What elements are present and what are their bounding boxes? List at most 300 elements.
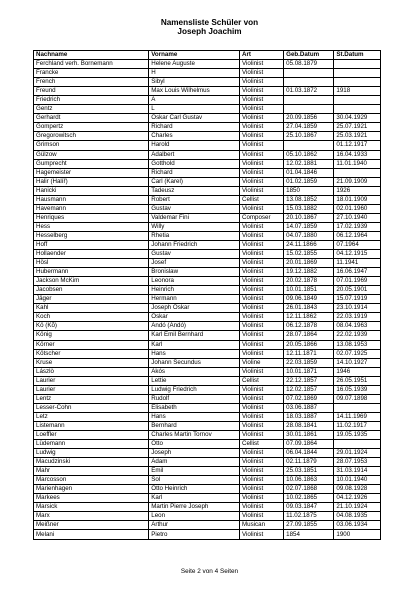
cell-vorname: Hans bbox=[149, 412, 240, 421]
cell-art: Violinist bbox=[239, 313, 283, 322]
cell-art: Violinist bbox=[239, 204, 283, 213]
cell-nachname: Gompertz bbox=[34, 123, 149, 132]
cell-st-datum: 28.07.1953 bbox=[334, 458, 381, 467]
cell-st-datum: 1900 bbox=[334, 530, 381, 539]
cell-geb-datum: 12.11.1871 bbox=[284, 349, 334, 358]
cell-art: Violinist bbox=[239, 467, 283, 476]
cell-vorname: Oskar bbox=[149, 313, 240, 322]
table-row bbox=[34, 60, 381, 69]
cell-vorname: Rudolf bbox=[149, 394, 240, 403]
cell-vorname: Carl (Karel) bbox=[149, 177, 240, 186]
cell-art: Violinist bbox=[239, 132, 283, 141]
cell-art: Cellist bbox=[239, 195, 283, 204]
table-row bbox=[34, 168, 381, 177]
table-row bbox=[34, 87, 381, 96]
cell-geb-datum: 10.06.1863 bbox=[284, 476, 334, 485]
cell-nachname: Meißner bbox=[34, 521, 149, 530]
cell-art: Violinist bbox=[239, 449, 283, 458]
cell-geb-datum: 19.12.1882 bbox=[284, 268, 334, 277]
cell-geb-datum: 24.11.1866 bbox=[284, 240, 334, 249]
cell-vorname: Richard bbox=[149, 123, 240, 132]
table-row bbox=[34, 376, 381, 385]
cell-geb-datum: 28.08.1841 bbox=[284, 421, 334, 430]
table-row bbox=[34, 240, 381, 249]
cell-nachname: Marsick bbox=[34, 503, 149, 512]
cell-nachname: Hesselberg bbox=[34, 231, 149, 240]
cell-st-datum bbox=[334, 440, 381, 449]
cell-vorname: Adam bbox=[149, 458, 240, 467]
cell-nachname: Freund bbox=[34, 87, 149, 96]
cell-st-datum: 14.11.1969 bbox=[334, 412, 381, 421]
table-row bbox=[34, 69, 381, 78]
cell-art: Musican bbox=[239, 521, 283, 530]
cell-art: Violinist bbox=[239, 168, 283, 177]
cell-st-datum: 19.05.1935 bbox=[334, 430, 381, 439]
cell-nachname: Melani bbox=[34, 530, 149, 539]
cell-st-datum: 14.10.1927 bbox=[334, 358, 381, 367]
cell-st-datum bbox=[334, 403, 381, 412]
cell-nachname: Listemann bbox=[34, 421, 149, 430]
cell-geb-datum: 30.01.1861 bbox=[284, 430, 334, 439]
cell-st-datum: 04.12.1915 bbox=[334, 250, 381, 259]
cell-geb-datum: 25.03.1851 bbox=[284, 467, 334, 476]
cell-st-datum: 18.01.1909 bbox=[334, 195, 381, 204]
cell-nachname: Koch bbox=[34, 313, 149, 322]
page-number-footer: Seite 2 von 4 Seiten bbox=[180, 568, 239, 575]
cell-nachname: Ludwig bbox=[34, 449, 149, 458]
cell-geb-datum: 09.03.1847 bbox=[284, 503, 334, 512]
cell-geb-datum: 02.11.1879 bbox=[284, 458, 334, 467]
cell-st-datum: 11.02.1917 bbox=[334, 421, 381, 430]
cell-art: Violinist bbox=[239, 123, 283, 132]
cell-geb-datum: 12.11.1862 bbox=[284, 313, 334, 322]
cell-geb-datum: 12.02.1881 bbox=[284, 159, 334, 168]
cell-art: Violinist bbox=[239, 512, 283, 521]
cell-geb-datum: 10.01.1851 bbox=[284, 286, 334, 295]
cell-st-datum: 07.1964 bbox=[334, 240, 381, 249]
cell-nachname: Jacobsen bbox=[34, 286, 149, 295]
cell-st-datum: 16.04.1933 bbox=[334, 150, 381, 159]
cell-st-datum: 1926 bbox=[334, 186, 381, 195]
cell-nachname: Lüdemann bbox=[34, 440, 149, 449]
cell-st-datum bbox=[334, 96, 381, 105]
cell-nachname: Hubermann bbox=[34, 268, 149, 277]
cell-nachname: Gülzow bbox=[34, 150, 149, 159]
cell-geb-datum: 09.06.1849 bbox=[284, 295, 334, 304]
cell-nachname: Friedrich bbox=[34, 96, 149, 105]
table-row bbox=[34, 304, 381, 313]
cell-vorname: L bbox=[149, 105, 240, 114]
cell-geb-datum: 02.07.1868 bbox=[284, 485, 334, 494]
cell-st-datum: 11.1941 bbox=[334, 259, 381, 268]
cell-art: Cellist bbox=[239, 440, 283, 449]
cell-vorname: Pietro bbox=[149, 530, 240, 539]
cell-vorname: Adalbert bbox=[149, 150, 240, 159]
cell-nachname: Marienhagen bbox=[34, 485, 149, 494]
cell-st-datum bbox=[334, 105, 381, 114]
cell-vorname: Sibyl bbox=[149, 78, 240, 87]
cell-st-datum: 01.12.1917 bbox=[334, 141, 381, 150]
cell-art: Violinist bbox=[239, 304, 283, 313]
cell-st-datum: 25.03.1921 bbox=[334, 132, 381, 141]
cell-art: Violinist bbox=[239, 240, 283, 249]
document-subtitle: Joseph Joachim bbox=[177, 27, 242, 36]
cell-vorname: Joseph Oskar bbox=[149, 304, 240, 313]
cell-vorname: Gustav bbox=[149, 204, 240, 213]
cell-vorname: Otto bbox=[149, 440, 240, 449]
cell-geb-datum: 1854 bbox=[284, 530, 334, 539]
cell-art: Violinist bbox=[239, 186, 283, 195]
cell-st-datum: 21.10.1924 bbox=[334, 503, 381, 512]
cell-st-datum bbox=[334, 69, 381, 78]
table-row bbox=[34, 250, 381, 259]
table-row bbox=[34, 132, 381, 141]
table-row bbox=[34, 177, 381, 186]
cell-st-datum: 27.10.1940 bbox=[334, 213, 381, 222]
cell-art: Violinist bbox=[239, 222, 283, 231]
cell-vorname: Oskar Carl Gustav bbox=[149, 114, 240, 123]
cell-nachname: Gentz bbox=[34, 105, 149, 114]
table-row bbox=[34, 331, 381, 340]
cell-nachname: Havemann bbox=[34, 204, 149, 213]
cell-vorname: Robert bbox=[149, 195, 240, 204]
cell-art: Violinist bbox=[239, 349, 283, 358]
cell-nachname: Loeffler bbox=[34, 430, 149, 439]
table-row bbox=[34, 503, 381, 512]
cell-st-datum: 16.05.1939 bbox=[334, 385, 381, 394]
cell-st-datum: 26.05.1951 bbox=[334, 376, 381, 385]
cell-st-datum bbox=[334, 60, 381, 69]
column-header-st-datum: St.Datum bbox=[334, 51, 381, 60]
cell-nachname: Macudzinski bbox=[34, 458, 149, 467]
cell-vorname: Willy bbox=[149, 222, 240, 231]
document-title: Namensliste Schüler von bbox=[160, 18, 259, 27]
cell-nachname: Gerhardt bbox=[34, 114, 149, 123]
cell-nachname: Lesser-Cohn bbox=[34, 403, 149, 412]
cell-vorname: Heinrich bbox=[149, 286, 240, 295]
cell-geb-datum: 22.12.1857 bbox=[284, 376, 334, 385]
table-row bbox=[34, 150, 381, 159]
cell-art: Violinist bbox=[239, 60, 283, 69]
cell-art: Cellist bbox=[239, 376, 283, 385]
cell-geb-datum: 26.01.1843 bbox=[284, 304, 334, 313]
cell-nachname: Letz bbox=[34, 412, 149, 421]
cell-vorname: Karl bbox=[149, 340, 240, 349]
column-header-art: Art bbox=[239, 51, 283, 60]
cell-art: Violinist bbox=[239, 277, 283, 286]
cell-st-datum bbox=[334, 78, 381, 87]
cell-vorname: Otto Heinrich bbox=[149, 485, 240, 494]
cell-vorname: Martin Pierre Joseph bbox=[149, 503, 240, 512]
cell-geb-datum: 13.08.1852 bbox=[284, 195, 334, 204]
table-row bbox=[34, 259, 381, 268]
cell-st-datum: 22.02.1939 bbox=[334, 331, 381, 340]
cell-geb-datum: 22.03.1859 bbox=[284, 358, 334, 367]
table-row bbox=[34, 123, 381, 132]
cell-st-datum: 09.08.1928 bbox=[334, 485, 381, 494]
cell-nachname: Henriques bbox=[34, 213, 149, 222]
cell-st-datum: 22.03.1919 bbox=[334, 313, 381, 322]
cell-art: Violinist bbox=[239, 177, 283, 186]
cell-nachname: Hanicki bbox=[34, 186, 149, 195]
cell-st-datum: 13.08.1953 bbox=[334, 340, 381, 349]
cell-vorname: Valdemar Fini bbox=[149, 213, 240, 222]
table-header-row bbox=[34, 51, 381, 60]
cell-vorname: Andó (Andó) bbox=[149, 322, 240, 331]
table-row bbox=[34, 440, 381, 449]
cell-art: Violinist bbox=[239, 385, 283, 394]
cell-art: Violinist bbox=[239, 250, 283, 259]
table-row bbox=[34, 322, 381, 331]
cell-st-datum: 04.08.1935 bbox=[334, 512, 381, 521]
cell-st-datum: 09.07.1898 bbox=[334, 394, 381, 403]
cell-geb-datum: 07.02.1869 bbox=[284, 394, 334, 403]
table-row bbox=[34, 159, 381, 168]
table-body bbox=[34, 60, 381, 539]
table-row bbox=[34, 430, 381, 439]
cell-st-datum: 11.01.1940 bbox=[334, 159, 381, 168]
cell-geb-datum: 20.02.1878 bbox=[284, 277, 334, 286]
cell-vorname: Rhetia bbox=[149, 231, 240, 240]
cell-vorname: Harold bbox=[149, 141, 240, 150]
cell-vorname: Leon bbox=[149, 512, 240, 521]
cell-st-datum: 15.07.1919 bbox=[334, 295, 381, 304]
cell-nachname: Hoff bbox=[34, 240, 149, 249]
cell-st-datum: 02.07.1925 bbox=[334, 349, 381, 358]
cell-vorname: Sol bbox=[149, 476, 240, 485]
cell-st-datum: 21.09.1909 bbox=[334, 177, 381, 186]
cell-geb-datum: 01.02.1859 bbox=[284, 177, 334, 186]
table-row bbox=[34, 403, 381, 412]
cell-geb-datum bbox=[284, 141, 334, 150]
cell-art: Violinist bbox=[239, 421, 283, 430]
cell-nachname: Gumprecht bbox=[34, 159, 149, 168]
cell-vorname: Charles bbox=[149, 132, 240, 141]
cell-geb-datum: 25.10.1867 bbox=[284, 132, 334, 141]
cell-st-datum: 07.01.1969 bbox=[334, 277, 381, 286]
cell-art: Violinist bbox=[239, 87, 283, 96]
table-row bbox=[34, 78, 381, 87]
cell-nachname: Markees bbox=[34, 494, 149, 503]
cell-vorname: Bronislaw bbox=[149, 268, 240, 277]
cell-vorname: Gustav bbox=[149, 250, 240, 259]
cell-vorname: Akós bbox=[149, 367, 240, 376]
cell-geb-datum: 15.02.1855 bbox=[284, 250, 334, 259]
cell-vorname: H bbox=[149, 69, 240, 78]
cell-art: Violinist bbox=[239, 231, 283, 240]
table-row bbox=[34, 286, 381, 295]
table-row bbox=[34, 195, 381, 204]
table-row bbox=[34, 186, 381, 195]
table-row bbox=[34, 141, 381, 150]
cell-st-datum: 17.02.1939 bbox=[334, 222, 381, 231]
cell-geb-datum: 14.07.1859 bbox=[284, 222, 334, 231]
cell-nachname: Marx bbox=[34, 512, 149, 521]
cell-geb-datum: 03.06.1887 bbox=[284, 403, 334, 412]
cell-vorname: Max Louis Wilhelmus bbox=[149, 87, 240, 96]
cell-nachname: Körner bbox=[34, 340, 149, 349]
cell-art: Violinist bbox=[239, 331, 283, 340]
table-row bbox=[34, 385, 381, 394]
table-row bbox=[34, 485, 381, 494]
cell-nachname: Lászlò bbox=[34, 367, 149, 376]
cell-nachname: Hausmann bbox=[34, 195, 149, 204]
cell-art: Violinist bbox=[239, 530, 283, 539]
cell-nachname: Lentz bbox=[34, 394, 149, 403]
cell-vorname: Bernhard bbox=[149, 421, 240, 430]
cell-geb-datum: 12.02.1857 bbox=[284, 385, 334, 394]
cell-st-datum: 08.04.1963 bbox=[334, 322, 381, 331]
cell-geb-datum: 20.10.1867 bbox=[284, 213, 334, 222]
cell-nachname: Hess bbox=[34, 222, 149, 231]
cell-nachname: Jäger bbox=[34, 295, 149, 304]
cell-vorname: Leonora bbox=[149, 277, 240, 286]
cell-art: Violinist bbox=[239, 69, 283, 78]
cell-art: Violinist bbox=[239, 159, 283, 168]
column-header-nachname: Nachname bbox=[34, 51, 149, 60]
cell-nachname: König bbox=[34, 331, 149, 340]
table-row bbox=[34, 231, 381, 240]
cell-geb-datum: 15.03.1882 bbox=[284, 204, 334, 213]
cell-st-datum: 31.03.1914 bbox=[334, 467, 381, 476]
table-row bbox=[34, 394, 381, 403]
cell-art: Violinist bbox=[239, 476, 283, 485]
cell-nachname: Ferchland verh. Bornemann bbox=[34, 60, 149, 69]
table-row bbox=[34, 204, 381, 213]
column-header-vorname: Vorname bbox=[149, 51, 240, 60]
cell-nachname: Kötscher bbox=[34, 349, 149, 358]
cell-vorname: Karl bbox=[149, 494, 240, 503]
cell-nachname: Grimson bbox=[34, 141, 149, 150]
cell-st-datum: 25.07.1921 bbox=[334, 123, 381, 132]
cell-vorname: Joseph bbox=[149, 449, 240, 458]
table-row bbox=[34, 213, 381, 222]
cell-geb-datum: 27.09.1855 bbox=[284, 521, 334, 530]
cell-geb-datum bbox=[284, 69, 334, 78]
cell-st-datum: 29.01.1924 bbox=[334, 449, 381, 458]
cell-geb-datum: 1850 bbox=[284, 186, 334, 195]
cell-art: Violinist bbox=[239, 340, 283, 349]
cell-art: Violinist bbox=[239, 458, 283, 467]
cell-art: Violinist bbox=[239, 141, 283, 150]
cell-geb-datum: 20.09.1856 bbox=[284, 114, 334, 123]
table-row bbox=[34, 277, 381, 286]
cell-art: Violinist bbox=[239, 268, 283, 277]
cell-st-datum: 23.10.1914 bbox=[334, 304, 381, 313]
cell-geb-datum: 18.03.1887 bbox=[284, 412, 334, 421]
cell-vorname: Johann Secundus bbox=[149, 358, 240, 367]
cell-geb-datum: 05.10.1862 bbox=[284, 150, 334, 159]
cell-geb-datum: 10.01.1871 bbox=[284, 367, 334, 376]
table-row bbox=[34, 521, 381, 530]
cell-nachname: Hagemeister bbox=[34, 168, 149, 177]
cell-nachname: Gregorowitsch bbox=[34, 132, 149, 141]
cell-vorname: A bbox=[149, 96, 240, 105]
table-row bbox=[34, 412, 381, 421]
cell-st-datum: 1918 bbox=[334, 87, 381, 96]
cell-vorname: Hans bbox=[149, 349, 240, 358]
cell-nachname: Kruse bbox=[34, 358, 149, 367]
cell-art: Violinist bbox=[239, 96, 283, 105]
column-header-geb-datum: Geb.Datum bbox=[284, 51, 334, 60]
cell-vorname: Emil bbox=[149, 467, 240, 476]
cell-vorname: Ludwig Friedrich bbox=[149, 385, 240, 394]
cell-st-datum: 20.05.1901 bbox=[334, 286, 381, 295]
table-row bbox=[34, 467, 381, 476]
cell-nachname: Hollaender bbox=[34, 250, 149, 259]
cell-nachname: Halir (Halíř) bbox=[34, 177, 149, 186]
cell-geb-datum: 28.07.1864 bbox=[284, 331, 334, 340]
cell-geb-datum bbox=[284, 96, 334, 105]
cell-art: Violinist bbox=[239, 494, 283, 503]
table-row bbox=[34, 268, 381, 277]
cell-geb-datum: 04.07.1880 bbox=[284, 231, 334, 240]
table-row bbox=[34, 349, 381, 358]
cell-vorname: Josef bbox=[149, 259, 240, 268]
cell-vorname: Arthur bbox=[149, 521, 240, 530]
cell-geb-datum: 01.03.1872 bbox=[284, 87, 334, 96]
cell-art: Violine bbox=[239, 358, 283, 367]
cell-st-datum: 30.04.1929 bbox=[334, 114, 381, 123]
cell-geb-datum: 07.09.1864 bbox=[284, 440, 334, 449]
cell-art: Violinist bbox=[239, 403, 283, 412]
table-row bbox=[34, 476, 381, 485]
cell-geb-datum: 05.08.1879 bbox=[284, 60, 334, 69]
cell-nachname: Kö (Kõ) bbox=[34, 322, 149, 331]
table-row bbox=[34, 449, 381, 458]
cell-art: Violinist bbox=[239, 367, 283, 376]
table-row bbox=[34, 458, 381, 467]
cell-nachname: Marcosson bbox=[34, 476, 149, 485]
cell-nachname: Francke bbox=[34, 69, 149, 78]
cell-vorname: Lettie bbox=[149, 376, 240, 385]
cell-geb-datum: 06.04.1844 bbox=[284, 449, 334, 458]
cell-art: Violinist bbox=[239, 485, 283, 494]
cell-nachname: Laurier bbox=[34, 385, 149, 394]
cell-vorname: Gotthold bbox=[149, 159, 240, 168]
table-row bbox=[34, 494, 381, 503]
cell-geb-datum: 01.04.1846 bbox=[284, 168, 334, 177]
cell-art: Violinist bbox=[239, 150, 283, 159]
cell-vorname: Hermann bbox=[149, 295, 240, 304]
table-row bbox=[34, 114, 381, 123]
cell-art: Violinist bbox=[239, 430, 283, 439]
cell-nachname: Jackson McKim bbox=[34, 277, 149, 286]
cell-art: Violinist bbox=[239, 286, 283, 295]
cell-st-datum: 04.12.1926 bbox=[334, 494, 381, 503]
table-row bbox=[34, 367, 381, 376]
cell-vorname: Johann Friedrich bbox=[149, 240, 240, 249]
table-row bbox=[34, 313, 381, 322]
cell-vorname: Richard bbox=[149, 168, 240, 177]
cell-art: Violinist bbox=[239, 394, 283, 403]
cell-geb-datum: 20.01.1869 bbox=[284, 259, 334, 268]
table-row bbox=[34, 512, 381, 521]
cell-art: Composer bbox=[239, 213, 283, 222]
cell-art: Violinist bbox=[239, 322, 283, 331]
cell-nachname: Hösl bbox=[34, 259, 149, 268]
cell-vorname: Charles Martin Tornov bbox=[149, 430, 240, 439]
table-row bbox=[34, 222, 381, 231]
cell-geb-datum: 27.04.1859 bbox=[284, 123, 334, 132]
cell-nachname: French bbox=[34, 78, 149, 87]
cell-art: Violinist bbox=[239, 105, 283, 114]
cell-st-datum: 06.12.1964 bbox=[334, 231, 381, 240]
cell-art: Violinist bbox=[239, 295, 283, 304]
cell-st-datum: 1946 bbox=[334, 367, 381, 376]
table-row bbox=[34, 340, 381, 349]
cell-nachname: Laurier bbox=[34, 376, 149, 385]
